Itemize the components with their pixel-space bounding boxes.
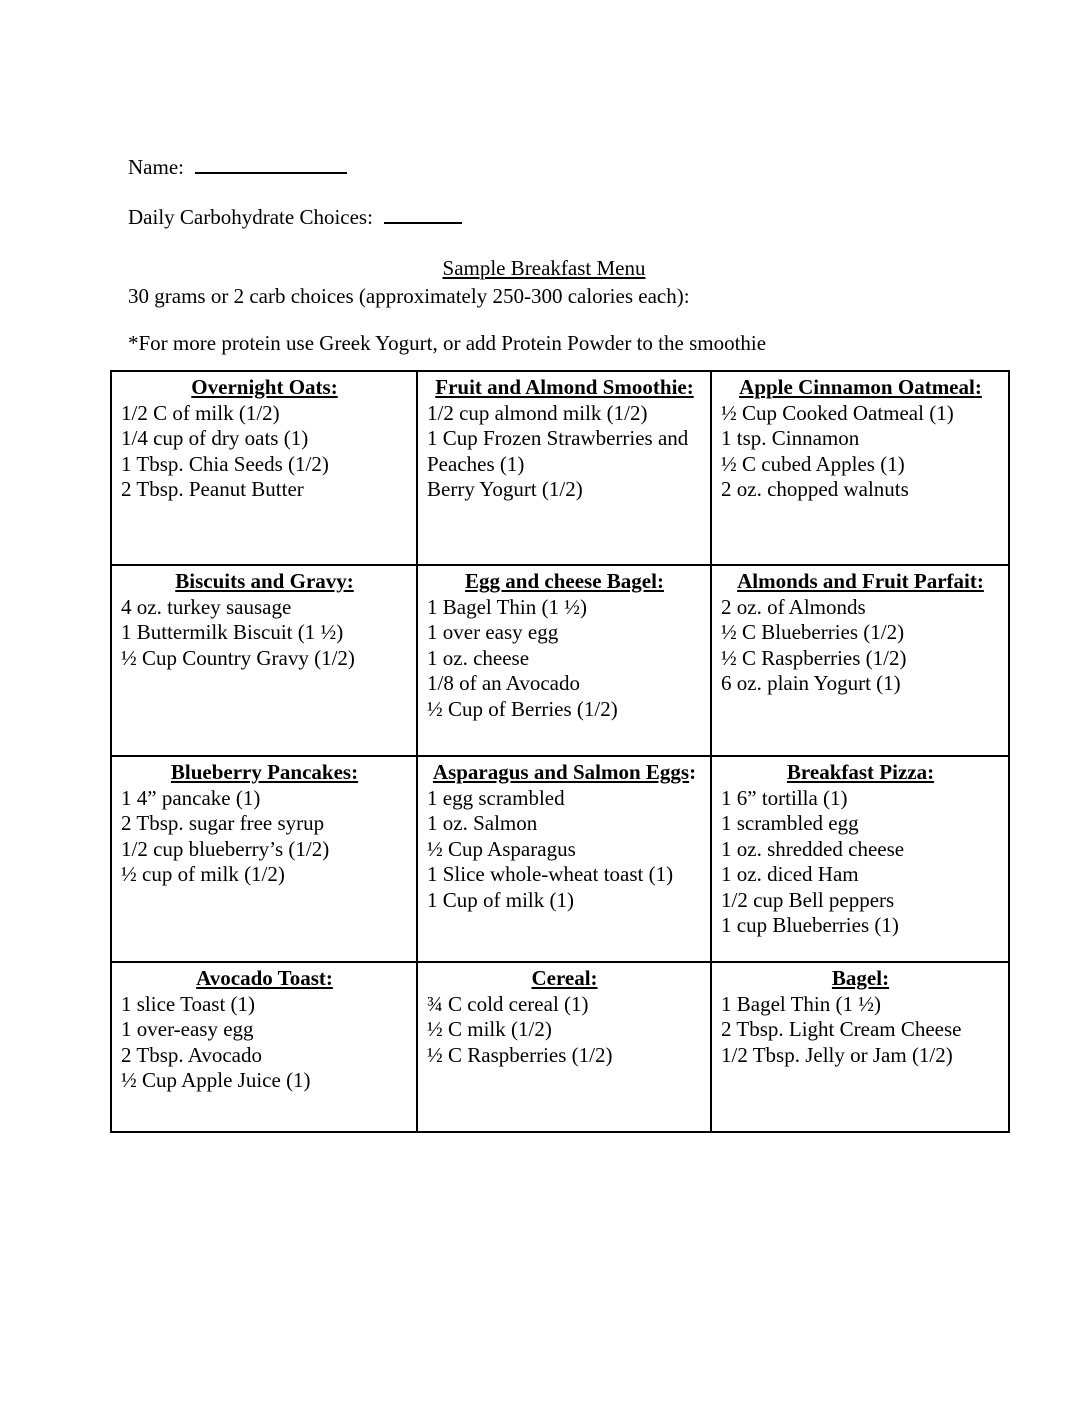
ingredient-line: 1/2 Tbsp. Jelly or Jam (1/2) [721, 1042, 953, 1067]
recipe-title-text: Blueberry Pancakes: [170, 760, 359, 784]
menu-cell [712, 372, 1010, 566]
page-title: Sample Breakfast Menu [442, 256, 646, 280]
ingredient-line: ½ C Raspberries (1/2) [427, 1042, 613, 1067]
recipe-title [427, 760, 702, 786]
menu-cell [418, 963, 712, 1133]
ingredient-line: ½ cup of milk (1/2) [121, 862, 285, 886]
ingredient-line: ½ Cup Cooked Oatmeal (1) [721, 400, 954, 425]
ingredient-line: 1/8 of an Avocado [427, 671, 580, 695]
recipe-title-text: Breakfast Pizza: [786, 760, 935, 784]
ingredient-line: ½ C cubed Apples (1) [721, 451, 905, 476]
recipe-title [121, 375, 408, 401]
recipe-title [721, 760, 1000, 786]
recipe-title-text: Egg and cheese Bagel: [465, 569, 664, 593]
name-label: Name: [128, 155, 184, 179]
ingredient-line: 1/2 C of milk (1/2) [121, 400, 280, 425]
recipe-title [721, 966, 1000, 992]
ingredient-line: 1 Tbsp. Chia Seeds (1/2) [121, 451, 329, 476]
ingredient-line: 1 slice Toast (1) [121, 991, 256, 1016]
recipe-title [427, 375, 702, 401]
recipe-title-text: Fruit and Almond Smoothie: [435, 375, 694, 399]
ingredient-line: 1 Slice whole-wheat toast (1) [427, 862, 674, 886]
breakfast-menu-table [110, 370, 1010, 1133]
recipe-title-text: Almonds and Fruit Parfait: [737, 569, 984, 593]
recipe-title [427, 966, 702, 992]
ingredient-line: ½ Cup Asparagus [427, 836, 576, 861]
recipe-title [121, 760, 408, 786]
recipe-title-text: Biscuits and Gravy: [175, 569, 354, 593]
recipe-title-text: Apple Cinnamon Oatmeal: [739, 375, 982, 399]
recipe-title [427, 569, 702, 595]
ingredient-line: 2 Tbsp. Light Cream Cheese [721, 1017, 962, 1041]
protein-note: *For more protein use Greek Yogurt, or add Protein Powder to the smoothie [128, 331, 767, 355]
ingredient-line: 1 4” pancake (1) [121, 785, 261, 810]
ingredient-line: 4 oz. turkey sausage [121, 594, 292, 619]
ingredient-line: 1 oz. Salmon [427, 811, 538, 835]
ingredient-line: 1 oz. diced Ham [721, 862, 859, 886]
recipe-title-text: Cereal: [531, 966, 598, 990]
ingredient-line: 6 oz. plain Yogurt (1) [721, 671, 901, 695]
menu-cell [712, 757, 1010, 963]
recipe-title-text: Overnight Oats: [191, 375, 338, 399]
ingredient-line: 1 over easy egg [427, 620, 559, 644]
ingredient-line: 1 over-easy egg [121, 1017, 254, 1041]
ingredient-line: 2 oz. chopped walnuts [721, 477, 909, 501]
ingredient-line: ½ C Blueberries (1/2) [721, 620, 905, 644]
menu-cell [712, 963, 1010, 1133]
ingredient-line: 1 tsp. Cinnamon [721, 426, 860, 450]
ingredient-line: 1 egg scrambled [427, 785, 565, 810]
ingredient-line: 2 Tbsp. Peanut Butter [121, 477, 304, 501]
carb-choices-row [128, 205, 462, 230]
ingredient-line: 1/2 cup almond milk (1/2) [427, 400, 648, 425]
recipe-title [121, 569, 408, 595]
recipe-title-text: Asparagus and Salmon Eggs [432, 760, 690, 784]
recipe-title-text: Bagel: [831, 966, 890, 990]
ingredient-line: 1 Bagel Thin (1 ½) [427, 594, 588, 619]
subtitle: 30 grams or 2 carb choices (approximately 250-300 calories each): [128, 284, 690, 308]
menu-cell [418, 566, 712, 757]
ingredient-line: 1/4 cup of dry oats (1) [121, 426, 309, 450]
ingredient-line: 2 Tbsp. Avocado [121, 1042, 262, 1067]
ingredient-line: 1/2 cup blueberry’s (1/2) [121, 836, 330, 861]
ingredient-line: ½ Cup of Berries (1/2) [427, 696, 618, 721]
ingredient-line: 1 scrambled egg [721, 811, 859, 835]
recipe-title [721, 569, 1000, 595]
recipe-title-text: Avocado Toast: [196, 966, 333, 990]
ingredient-line: 1 oz. cheese [427, 645, 530, 670]
ingredient-line: ½ Cup Country Gravy (1/2) [121, 645, 355, 670]
ingredient-line: 2 Tbsp. sugar free syrup [121, 811, 325, 835]
menu-cell [112, 757, 418, 963]
menu-cell [418, 757, 712, 963]
ingredient-line: 1 Buttermilk Biscuit (1 ½) [121, 620, 344, 644]
ingredient-line: 2 oz. of Almonds [721, 594, 866, 619]
ingredient-line: 1 cup Blueberries (1) [721, 913, 899, 937]
ingredient-line: 1 Cup Frozen Strawberries and Peaches (1) [427, 426, 689, 476]
ingredient-line: 1 Cup of milk (1) [427, 887, 574, 912]
menu-cell [112, 372, 418, 566]
ingredient-line: 1 oz. shredded cheese [721, 836, 905, 861]
ingredient-line: 1 Bagel Thin (1 ½) [721, 991, 882, 1016]
recipe-title [121, 966, 408, 992]
carb-choices-blank [384, 205, 462, 224]
ingredient-line: ¾ C cold cereal (1) [427, 991, 589, 1016]
ingredient-line: 1 6” tortilla (1) [721, 785, 848, 810]
menu-cell [112, 963, 418, 1133]
menu-cell [418, 372, 712, 566]
ingredient-line: 1/2 cup Bell peppers [721, 887, 895, 912]
ingredient-line: ½ Cup Apple Juice (1) [121, 1068, 311, 1092]
recipe-title [721, 375, 1000, 401]
name-row [128, 155, 347, 180]
menu-cell [112, 566, 418, 757]
ingredient-line: ½ C milk (1/2) [427, 1017, 552, 1041]
recipe-title-suffix: : [689, 760, 697, 784]
menu-cell [712, 566, 1010, 757]
ingredient-line: Berry Yogurt (1/2) [427, 477, 583, 501]
carb-choices-label: Daily Carbohydrate Choices: [128, 205, 373, 229]
name-blank [195, 155, 347, 174]
ingredient-line: ½ C Raspberries (1/2) [721, 645, 907, 670]
